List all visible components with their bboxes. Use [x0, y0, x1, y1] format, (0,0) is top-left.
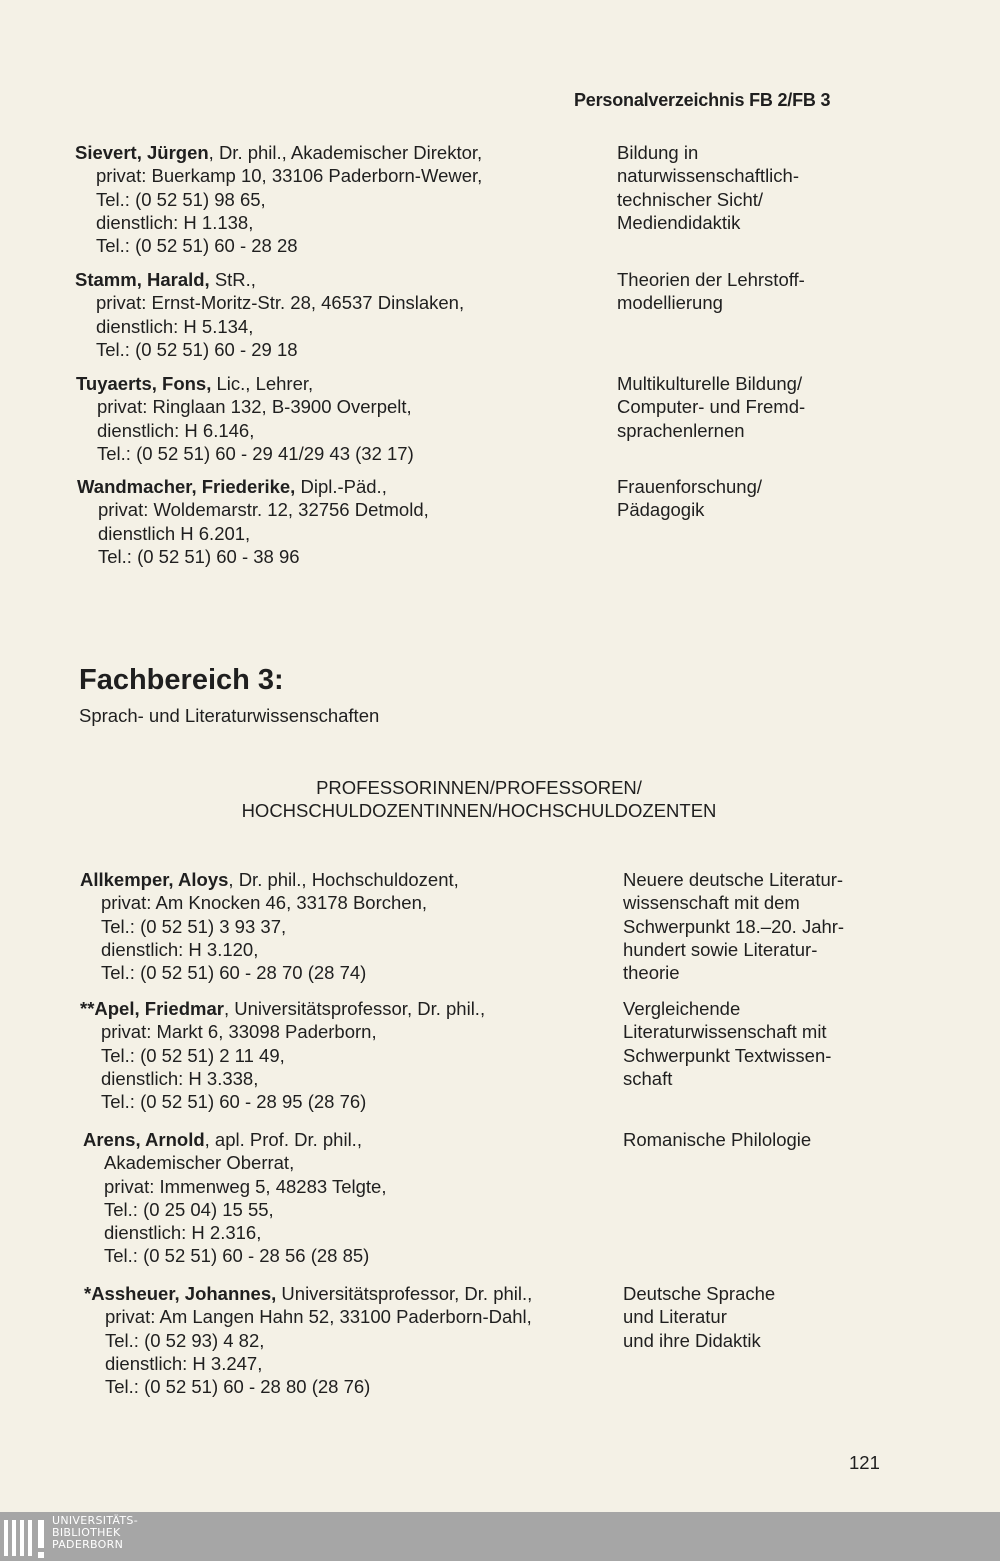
entry-detail-line: Tel.: (0 52 51) 60 - 28 80 (28 76)	[105, 1376, 371, 1398]
subject-area-line: Multikulturelle Bildung/	[617, 373, 803, 394]
subject-area-line: Vergleichende	[623, 998, 741, 1019]
entry-detail-line: Tel.: (0 52 51) 60 - 28 70 (28 74)	[101, 962, 367, 984]
library-name-line: BIBLIOTHEK	[52, 1526, 121, 1539]
subject-area-line: wissenschaft mit dem	[623, 892, 800, 914]
entry-detail-line: privat: Am Knocken 46, 33178 Borchen,	[101, 892, 428, 914]
page-number: 121	[849, 1452, 880, 1473]
entry-address-block	[77, 475, 597, 568]
subject-area-line: sprachenlernen	[617, 419, 745, 441]
entry-subject-area	[623, 1128, 883, 1151]
entry-detail-line: privat: Woldemarstr. 12, 32756 Detmold,	[98, 499, 429, 521]
entry-first-line	[75, 141, 595, 164]
entry-detail-line: dienstlich H 6.201,	[98, 522, 251, 544]
person-name: Allkemper, Aloys	[80, 869, 229, 890]
subject-area-line: theorie	[623, 962, 680, 984]
entry-detail-line: Akademischer Oberrat,	[104, 1152, 295, 1174]
entry-detail-line: dienstlich: H 2.316,	[104, 1222, 262, 1244]
entry-detail-line: privat: Ringlaan 132, B-3900 Overpelt,	[97, 396, 412, 418]
entry-address-block	[76, 372, 596, 465]
person-title: , apl. Prof. Dr. phil.,	[204, 1129, 362, 1150]
entry-address-block	[75, 141, 595, 257]
subject-area-line: modellierung	[617, 292, 723, 314]
entry-first-line	[80, 868, 600, 891]
section-heading-line-2: HOCHSCHULDOZENTINNEN/HOCHSCHULDOZENTEN	[241, 800, 717, 821]
entry-address-block	[83, 1128, 603, 1268]
subject-area-line: Pädagogik	[617, 499, 705, 521]
subject-area-line: Literaturwissenschaft mit	[623, 1021, 827, 1043]
subject-area-line: Mediendidaktik	[617, 211, 741, 233]
entry-address-block	[80, 868, 600, 984]
subject-area-line: schaft	[623, 1067, 673, 1089]
person-title: Dipl.-Päd.,	[295, 476, 387, 497]
subject-area-line: naturwissenschaftlich-	[617, 165, 799, 187]
entry-detail-line: dienstlich: H 3.247,	[105, 1352, 263, 1374]
library-name-line: UNIVERSITÄTS-	[52, 1514, 138, 1527]
subject-area-line: Schwerpunkt Textwissen-	[623, 1044, 832, 1066]
entry-detail-line: Tel.: (0 52 93) 4 82,	[105, 1329, 265, 1351]
entry-detail-line: Tel.: (0 52 51) 60 - 38 96	[98, 545, 300, 567]
fachbereich-subtitle: Sprach- und Literaturwissenschaften	[79, 705, 380, 726]
entry-detail-line: Tel.: (0 52 51) 98 65,	[96, 188, 266, 210]
entry-detail-line: dienstlich: H 3.120,	[101, 938, 259, 960]
person-title: , Dr. phil., Akademischer Direktor,	[208, 142, 483, 163]
entry-detail-line: privat: Markt 6, 33098 Paderborn,	[101, 1021, 377, 1043]
subject-area-line: Schwerpunkt 18.–20. Jahr-	[623, 915, 845, 937]
entry-first-line	[75, 268, 595, 291]
entry-address-block	[84, 1282, 604, 1398]
person-name: *Assheuer, Johannes,	[84, 1283, 277, 1304]
entry-subject-area	[617, 475, 877, 522]
fachbereich-title: Fachbereich 3:	[79, 664, 284, 696]
library-logo-icon	[2, 1516, 46, 1560]
entry-detail-line: privat: Am Langen Hahn 52, 33100 Paderborn-Dahl,	[105, 1306, 532, 1328]
subject-area-line: Romanische Philologie	[623, 1129, 812, 1150]
entry-detail-line: dienstlich: H 3.338,	[101, 1067, 259, 1089]
entry-subject-area	[623, 1282, 883, 1352]
person-title: Universitätsprofessor, Dr. phil.,	[276, 1283, 533, 1304]
section-heading-line-1: PROFESSORINNEN/PROFESSOREN/	[316, 777, 642, 798]
library-name	[52, 1515, 138, 1551]
entry-subject-area	[623, 868, 883, 984]
entry-detail-line: privat: Immenweg 5, 48283 Telgte,	[104, 1175, 387, 1197]
subject-area-line: Bildung in	[617, 142, 699, 163]
person-name: Tuyaerts, Fons,	[76, 373, 212, 394]
entry-detail-line: Tel.: (0 52 51) 60 - 28 95 (28 76)	[101, 1091, 367, 1113]
entry-detail-line: privat: Buerkamp 10, 33106 Paderborn-Wewer,	[96, 165, 483, 187]
entry-detail-line: dienstlich: H 6.146,	[97, 419, 255, 441]
entry-detail-line: dienstlich: H 1.138,	[96, 211, 254, 233]
subject-area-line: hundert sowie Literatur-	[623, 938, 818, 960]
person-name: Wandmacher, Friederike,	[77, 476, 296, 497]
entry-first-line	[76, 372, 596, 395]
subject-area-line: Theorien der Lehrstoff-	[617, 269, 805, 290]
subject-area-line: Computer- und Fremd-	[617, 396, 806, 418]
library-footer-bar	[0, 1512, 1000, 1561]
entry-subject-area	[617, 268, 877, 315]
entry-first-line	[80, 997, 600, 1020]
entry-subject-area	[617, 141, 877, 234]
subject-area-line: Deutsche Sprache	[623, 1283, 776, 1304]
entry-detail-line: Tel.: (0 52 51) 60 - 29 41/29 43 (32 17)	[97, 442, 414, 464]
person-title: StR.,	[209, 269, 256, 290]
entry-first-line	[77, 475, 597, 498]
person-name: **Apel, Friedmar	[80, 998, 224, 1019]
entry-detail-line: Tel.: (0 52 51) 60 - 29 18	[96, 338, 298, 360]
subject-area-line: und Literatur	[623, 1306, 727, 1328]
entry-subject-area	[617, 372, 877, 442]
entry-detail-line: Tel.: (0 52 51) 2 11 49,	[101, 1044, 285, 1066]
person-name: Arens, Arnold	[83, 1129, 205, 1150]
person-title: Lic., Lehrer,	[211, 373, 314, 394]
entry-detail-line: dienstlich: H 5.134,	[96, 315, 254, 337]
entry-first-line	[84, 1282, 604, 1305]
entry-detail-line: Tel.: (0 52 51) 60 - 28 56 (28 85)	[104, 1245, 370, 1267]
library-name-line: PADERBORN	[52, 1538, 124, 1551]
subject-area-line: technischer Sicht/	[617, 188, 764, 210]
person-title: , Dr. phil., Hochschuldozent,	[228, 869, 459, 890]
person-title: , Universitätsprofessor, Dr. phil.,	[223, 998, 486, 1019]
entry-subject-area	[623, 997, 883, 1090]
running-header: Personalverzeichnis FB 2/FB 3	[574, 90, 831, 110]
subject-area-line: und ihre Didaktik	[623, 1329, 761, 1351]
entry-address-block	[80, 997, 600, 1113]
entry-address-block	[75, 268, 595, 361]
subject-area-line: Neuere deutsche Literatur-	[623, 869, 844, 890]
entry-first-line	[83, 1128, 603, 1151]
entry-detail-line: Tel.: (0 52 51) 3 93 37,	[101, 915, 287, 937]
entry-detail-line: Tel.: (0 25 04) 15 55,	[104, 1198, 274, 1220]
entry-detail-line: privat: Ernst-Moritz-Str. 28, 46537 Dinslaken,	[96, 292, 465, 314]
person-name: Sievert, Jürgen	[75, 142, 209, 163]
entry-detail-line: Tel.: (0 52 51) 60 - 28 28	[96, 235, 298, 257]
person-name: Stamm, Harald,	[75, 269, 210, 290]
subject-area-line: Frauenforschung/	[617, 476, 763, 497]
